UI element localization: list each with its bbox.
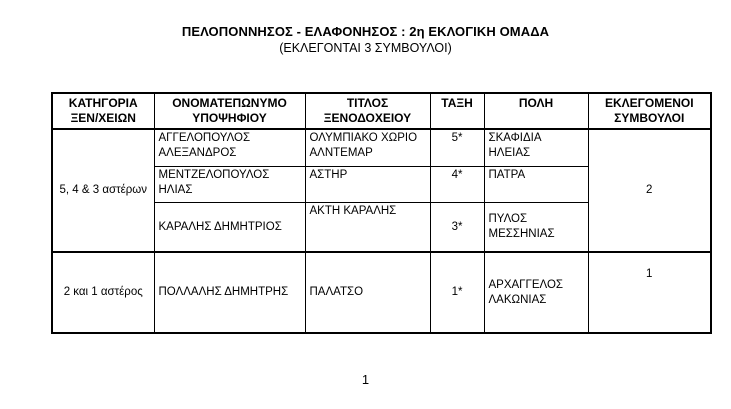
city-cell: ΑΡΧΑΓΓΕΛΟΣ ΛΑΚΩΝΙΑΣ	[484, 252, 588, 333]
class-cell: 3*	[430, 203, 484, 253]
column-header-elected: ΕΚΛΕΓΟΜΕΝΟΙ ΣΥΜΒΟΥΛΟΙ	[588, 93, 711, 129]
document-title: ΠΕΛΟΠΟΝΝΗΣΟΣ - ΕΛΑΦΟΝΗΣΟΣ : 2η ΕΚΛΟΓΙΚΗ ΟΜΑΔΑ	[181, 24, 550, 39]
table-header-row	[52, 93, 711, 129]
city-cell: ΣΚΑΦΙΔΙΑ ΗΛΕΙΑΣ	[484, 129, 588, 167]
candidate-cell: ΑΓΓΕΛΟΠΟΥΛΟΣ ΑΛΕΞΑΝΔΡΟΣ	[154, 129, 305, 167]
class-cell: 4*	[430, 167, 484, 203]
candidate-cell: ΠΟΛΛΑΛΗΣ ΔΗΜΗΤΡΗΣ	[154, 252, 305, 333]
candidate-cell: ΜΕΝΤΖΕΛΟΠΟΥΛΟΣ ΗΛΙΑΣ	[154, 167, 305, 203]
class-cell: 1*	[430, 252, 484, 333]
column-header-category: ΚΑΤΗΓΟΡΙΑ ΞΕΝ/ΧΕΙΩΝ	[52, 93, 154, 129]
hotel-cell: ΟΛΥΜΠΙΑΚΟ ΧΩΡΙΟ ΑΛΝΤΕΜΑΡ	[305, 129, 430, 167]
class-cell: 5*	[430, 129, 484, 167]
column-header-class: ΤΑΞΗ	[430, 93, 484, 129]
hotel-cell: ΑΣΤΗΡ	[305, 167, 430, 203]
table-row	[52, 252, 711, 333]
page-number: 1	[361, 372, 370, 387]
category-cell: 2 και 1 αστέρος	[52, 252, 154, 333]
city-cell: ΠΥΛΟΣ ΜΕΣΣΗΝΙΑΣ	[484, 203, 588, 253]
column-header-candidate: ΟΝΟΜΑΤΕΠΩΝΥΜΟ ΥΠΟΨΗΦΙΟΥ	[154, 93, 305, 129]
elected-cell: 1	[588, 252, 711, 333]
hotel-cell: ΑΚΤΗ ΚΑΡΑΛΗΣ	[305, 203, 430, 253]
candidate-cell: ΚΑΡΑΛΗΣ ΔΗΜΗΤΡΙΟΣ	[154, 203, 305, 253]
elected-cell: 2	[588, 129, 711, 252]
city-cell: ΠΑΤΡΑ	[484, 167, 588, 203]
column-header-city: ΠΟΛΗ	[484, 93, 588, 129]
column-header-hotel: ΤΙΤΛΟΣ ΞΕΝΟΔΟΧΕΙΟΥ	[305, 93, 430, 129]
document-subtitle: (ΕΚΛΕΓΟΝΤΑΙ 3 ΣΥΜΒΟΥΛΟΙ)	[279, 41, 452, 55]
category-cell: 5, 4 & 3 αστέρων	[52, 129, 154, 252]
table-row	[52, 129, 711, 167]
candidates-table	[51, 92, 712, 334]
hotel-cell: ΠΑΛΑΤΣΟ	[305, 252, 430, 333]
